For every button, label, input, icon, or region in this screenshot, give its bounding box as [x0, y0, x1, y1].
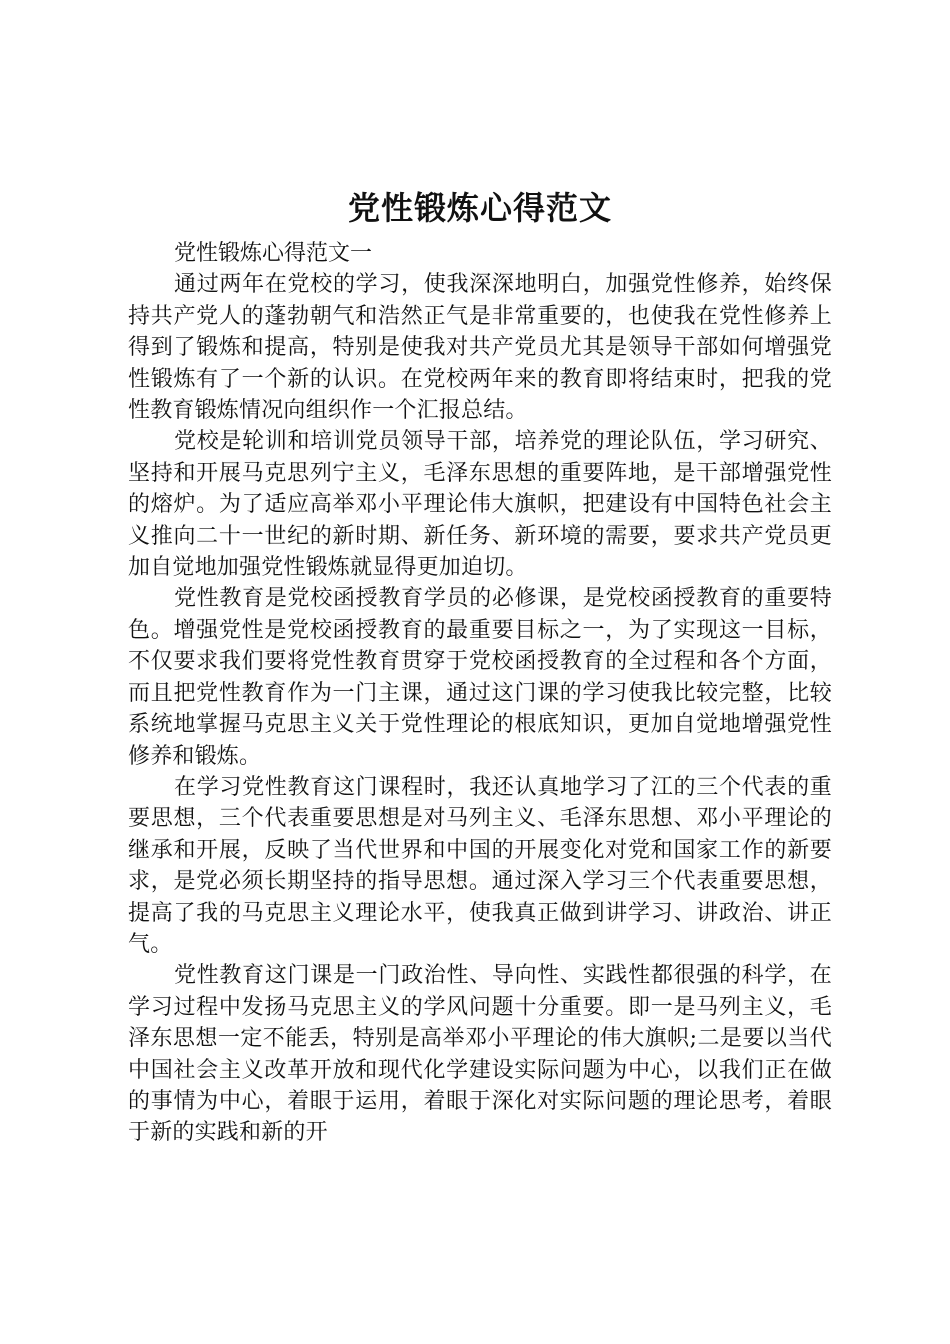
- paragraph-3: 党性教育是党校函授教育学员的必修课，是党校函授教育的重要特色。增强党性是党校函授教育的最重要目标之一，为了实现这一目标，不仅要求我们要将党性教育贯穿于党校函授教育的全过程和各个方面，而且把党性教育作为一门主课，通过这门课的学习使我比较完整，比较系统地掌握马克思主义关于党性理论的根底知识，更加自觉地增强党性修养和锻炼。: [128, 586, 832, 769]
- section-heading: 党性锻炼心得范文一: [174, 241, 373, 266]
- paragraph-4: 在学习党性教育这门课程时，我还认真地学习了江的三个代表的重要思想，三个代表重要思想是对马列主义、毛泽东思想、邓小平理论的继承和开展，反映了当代世界和中国的开展变化对党和国家工作的新要求，是党必须长期坚持的指导思想。通过深入学习三个代表重要思想，提高了我的马克思主义理论水平，使我真正做到讲学习、讲政治、讲正气。: [128, 774, 832, 957]
- paragraph-1: 通过两年在党校的学习，使我深深地明白，加强党性修养，始终保持共产党人的蓬勃朝气和浩然正气是非常重要的，也使我在党性修养上得到了锻炼和提高，特别是使我对共产党员尤其是领导干部如何增强党性锻炼有了一个新的认识。在党校两年来的教育即将结束时，把我的党性教育锻炼情况向组织作一个汇报总结。: [128, 272, 832, 424]
- document-page: [128, 186, 832, 1149]
- paragraph-5: 党性教育这门课是一门政治性、导向性、实践性都很强的科学，在学习过程中发扬马克思主义的学风问题十分重要。即一是马列主义，毛泽东思想一定不能丢，特别是高举邓小平理论的伟大旗帜;二是要以当代中国社会主义改革开放和现代化学建设实际问题为中心，以我们正在做的事情为中心，着眼于运用，着眼于深化对实际问题的理论思考，着眼于新的实践和新的开: [128, 963, 832, 1146]
- document-title: 党性锻炼心得范文: [347, 189, 612, 227]
- paragraph-2: 党校是轮训和培训党员领导干部，培养党的理论队伍，学习研究、坚持和开展马克思列宁主义，毛泽东思想的重要阵地，是干部增强党性的熔炉。为了适应高举邓小平理论伟大旗帜，把建设有中国特色社会主义推向二十一世纪的新时期、新任务、新环境的需要，要求共产党员更加自觉地加强党性锻炼就显得更加迫切。: [128, 429, 832, 581]
